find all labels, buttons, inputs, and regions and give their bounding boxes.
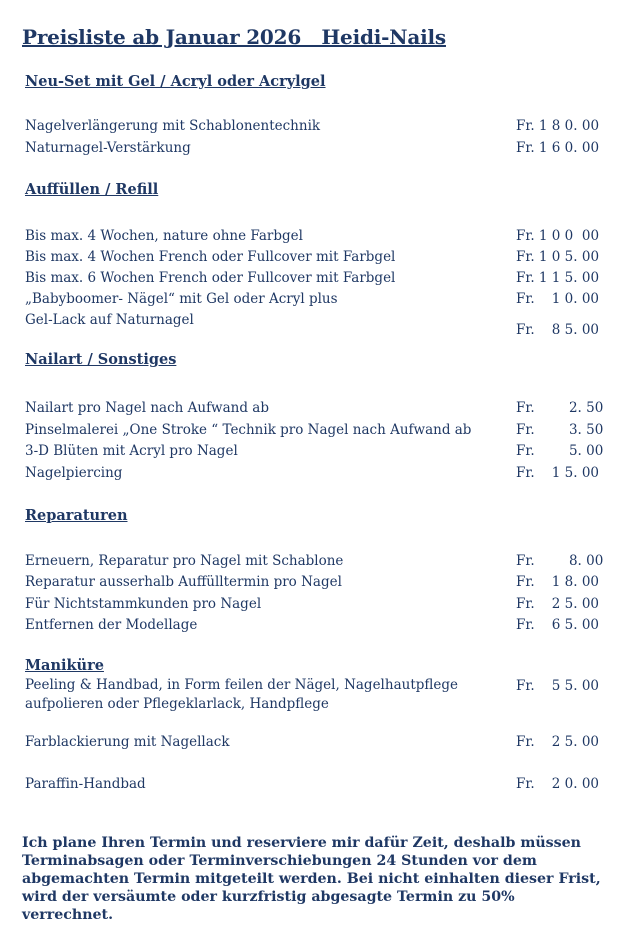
price-value: Fr. 1 0 0 00 <box>516 228 600 244</box>
price-value: Fr. 1 5. 00 <box>516 465 600 481</box>
price-value: Fr. 2 5. 00 <box>516 734 600 750</box>
price-item-label: Nailart pro Nagel nach Aufwand ab <box>25 400 269 416</box>
price-value: Fr. 2 0. 00 <box>516 776 600 792</box>
section-heading-nailart: Nailart / Sonstiges <box>25 351 177 368</box>
price-item-label: Naturnagel-Verstärkung <box>25 140 191 156</box>
price-item-label: Bis max. 6 Wochen French oder Fullcover mit Farbgel <box>25 270 396 286</box>
price-item-label: Nagelverlängerung mit Schablonentechnik <box>25 118 321 134</box>
price-item-label: Entfernen der Modellage <box>25 617 198 633</box>
price-value: Fr. 1 8. 00 <box>516 574 600 590</box>
section-heading-reparaturen: Reparaturen <box>25 507 128 524</box>
price-item-label: Paraffin-Handbad <box>25 776 146 792</box>
price-item-label: Gel-Lack auf Naturnagel <box>25 312 194 328</box>
price-value: Fr. 1 6 0. 00 <box>516 140 600 156</box>
section-heading-manikuere: Maniküre <box>25 657 104 674</box>
price-value: Fr. 1 1 5. 00 <box>516 270 600 286</box>
price-value: Fr. 3. 50 <box>516 422 604 438</box>
price-value: Fr. 8 5. 00 <box>516 322 600 338</box>
price-item-label: 3-D Blüten mit Acryl pro Nagel <box>25 443 238 459</box>
section-heading-auffuellen: Auffüllen / Refill <box>25 181 159 198</box>
section-heading-neu-set: Neu-Set mit Gel / Acryl oder Acrylgel <box>25 73 326 90</box>
cancellation-notice: Ich plane Ihren Termin und reserviere mir dafür Zeit, deshalb müssen Terminabsagen oder Terminverschiebungen 24 Stunden vor dem abgemachten Termin mitgeteilt werden. Bei nicht einhalten dieser Frist, wird der versäumte oder kurzfristig abgesagte Termin zu 50% verrechnet. <box>22 835 601 923</box>
price-item-label: Bis max. 4 Wochen French oder Fullcover mit Farbgel <box>25 249 396 265</box>
price-item-label: Erneuern, Reparatur pro Nagel mit Schablone <box>25 553 344 569</box>
price-value: Fr. 8. 00 <box>516 553 604 569</box>
page-title: Preisliste ab Januar 2026 Heidi-Nails <box>22 25 446 49</box>
price-item-label: Peeling & Handbad, in Form feilen der Nägel, Nagelhautpflege aufpolieren oder Pflegeklarlack, Handpflege <box>25 677 459 712</box>
price-value: Fr. 2 5. 00 <box>516 596 600 612</box>
price-item-label: Nagelpiercing <box>25 465 123 481</box>
price-item-label: Reparatur ausserhalb Auffülltermin pro Nagel <box>25 574 342 590</box>
price-value: Fr. 5 5. 00 <box>516 678 600 694</box>
price-item-label: Für Nichtstammkunden pro Nagel <box>25 596 262 612</box>
price-value: Fr. 1 0 5. 00 <box>516 249 600 265</box>
price-value: Fr. 6 5. 00 <box>516 617 600 633</box>
price-value: Fr. 1 8 0. 00 <box>516 118 600 134</box>
price-value: Fr. 1 0. 00 <box>516 291 600 307</box>
price-value: Fr. 2. 50 <box>516 400 604 416</box>
price-item-label: Bis max. 4 Wochen, nature ohne Farbgel <box>25 228 303 244</box>
price-item-label: „Babyboomer- Nägel“ mit Gel oder Acryl plus <box>25 291 338 307</box>
price-item-label: Pinselmalerei „One Stroke “ Technik pro Nagel nach Aufwand ab <box>25 422 472 438</box>
price-item-label: Farblackierung mit Nagellack <box>25 734 230 750</box>
price-value: Fr. 5. 00 <box>516 443 604 459</box>
